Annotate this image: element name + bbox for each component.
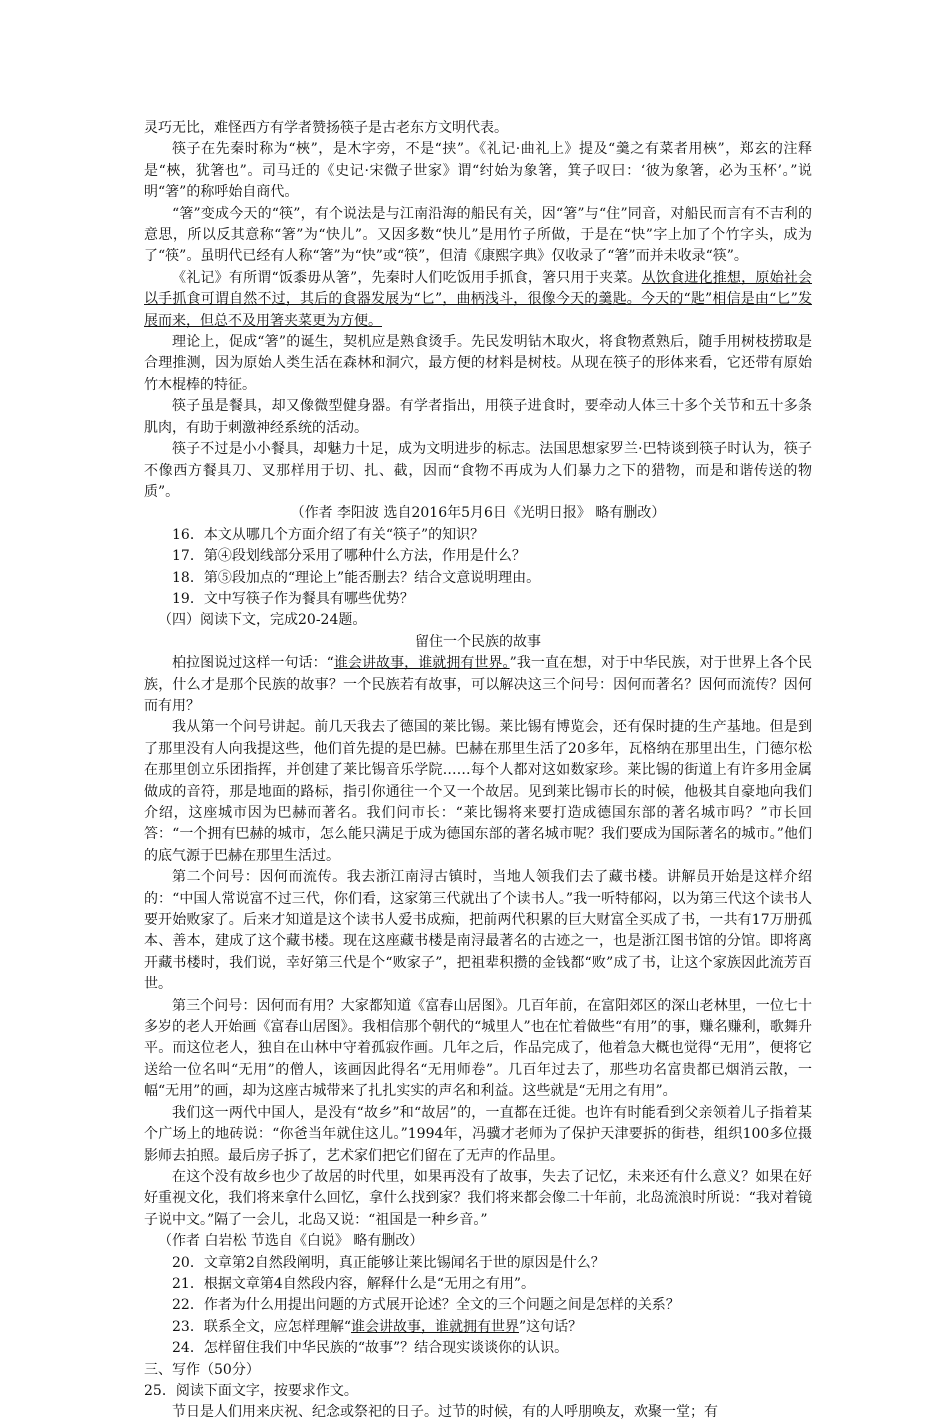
question-17: 17．第④段划线部分采用了哪种什么方法，作用是什么？ <box>172 548 526 565</box>
section-intro: （四）阅读下文，完成20-24题。 <box>158 612 367 629</box>
question-text: 23．联系全文，应怎样理解“ <box>172 1318 351 1335</box>
paragraph: “箸”变成今天的“筷”，有个说法是与江南沿海的船民有关，因“箸”与“住”同音，对船民而言有不吉利的意思，所以反其意称“箸”为“快儿”。又因多数“快儿”是用竹子所做，于是在“快”字上加了个竹字头，成为了“筷”。虽明代已经有人称“箸”为“快”或“筷”，但清《康熙字典》仅收录了“箸”而并未收录“筷”。 <box>144 205 812 265</box>
paragraph: 第二个问号：因何而流传。我去浙江南浔古镇时，当地人领我们去了藏书楼。讲解员开始是这样介绍的：“中国人常说富不过三代，你们看，这家第三代就出了个读书人。”我一听特郁闷，以为第三代这个读书人要开始败家了。后来才知道是这个读书人爱书成痴，把前两代积累的巨大财富全买成了书，一共有17万册孤本、善本，建成了这个藏书楼。现在这座藏书楼是南浔最著名的古迹之一，也是浙江图书馆的分馆。即将离开藏书楼时，我们说，幸好第三代是个“败家子”，把祖辈积攒的金钱都“败”成了书，让这个家族因此流芳百世。 <box>144 869 812 993</box>
paragraph: 第三个问号：因何而有用？大家都知道《富春山居图》。几百年前，在富阳郊区的深山老林里，一位七十多岁的老人开始画《富春山居图》。我相信那个朝代的“城里人”也在忙着做些“有用”的事，赚名赚利，歌舞升平。而这位老人，独自在山林中守着孤寂作画。几年之后，作品完成了，他着急大概也觉得“无用”，便将它送给一位名叫“无用”的僧人，该画因此得名“无用师卷”。几百年过去了，那些功名富贵都已烟消云散，一幅“无用”的画，却为这座古城带来了扎扎实实的声名和利益。这些就是“无用之有用”。 <box>144 997 812 1100</box>
question-23 <box>144 1317 812 1338</box>
question-19: 19．文中写筷子作为餐具有哪些优势？ <box>172 590 414 607</box>
underlined-quote: 谁会讲故事，谁就拥有世界。 <box>333 655 510 672</box>
paragraph: 筷子虽是餐具，却又像微型健身器。有学者指出，用筷子进食时，要牵动人体三十多个关节和五十多条肌肉，有助于刺激神经系统的活动。 <box>144 398 812 436</box>
document-page <box>144 118 812 1424</box>
source-citation: （作者 李阳波 选自2016年5月6日《光明日报》 略有删改） <box>290 505 666 522</box>
paragraph: 在这个没有故乡也少了故居的时代里，如果再没有了故事，失去了记忆，未来还有什么意义？如果在好好重视文化，我们将来拿什么回忆，拿什么找到家？我们将来都会像二十年前，北岛流浪时所说：“我对着镜子说中文。”隔了一会儿，北岛又说：“祖国是一种乡音。” <box>144 1168 812 1228</box>
paragraph: 灵巧无比，难怪西方有学者赞扬筷子是古老东方文明代表。 <box>144 120 508 136</box>
underlined-quote: 谁会讲故事，谁就拥有世界 <box>350 1318 519 1335</box>
question-18: 18．第⑤段加点的“理论上”能否删去？结合文意说明理由。 <box>172 569 541 586</box>
question-20: 20．文章第2自然段阐明，真正能够让莱比锡闻名于世的原因是什么？ <box>172 1254 605 1271</box>
paragraph <box>144 653 812 717</box>
paragraph: 我们这一两代中国人，是没有“故乡”和“故居”的，一直都在迁徙。也许有时能看到父亲领着儿子指着某个广场上的地砖说：“你爸当年就住这儿。”1994年，冯骥才老师为了保护天津要拆的街巷，组织100多位摄影师去拍照。最后房子拆了，艺术家们把它们留在了无声的作品里。 <box>144 1104 812 1164</box>
question-24: 24．怎样留住我们中华民族的“故事”？结合现实谈谈你的认识。 <box>172 1340 569 1357</box>
article-title: 留住一个民族的故事 <box>415 633 541 650</box>
question-text: ”这句话？ <box>518 1318 583 1335</box>
question-21: 21．根据文章第4自然段内容，解释什么是“无用之有用”。 <box>172 1275 536 1292</box>
source-citation: （作者 白岩松 节选自《白说》 略有删改） <box>158 1233 424 1250</box>
question-25: 25．阅读下面文字，按要求作文。 <box>144 1382 358 1399</box>
paragraph: 筷子不过是小小餐具，却魅力十足，成为文明进步的标志。法国思想家罗兰·巴特谈到筷子时认为，筷子不像西方餐具刀、叉那样用于切、扎、截，因而“食物不再成为人们暴力之下的猎物，而是和谐传送的物质”。 <box>144 441 812 500</box>
section-header: 三、写作（50分） <box>144 1361 260 1378</box>
paragraph-text: 柏拉图说过这样一句话：“ <box>172 655 334 672</box>
paragraph-text: 《礼记》有所谓“饭黍毋从箸”，先秦时人们吃饭用手抓食，箸只用于夹菜。 <box>172 269 642 286</box>
paragraph: 理论上，促成“箸”的诞生，契机应是熟食烫手。先民发明钻木取火，将食物煮熟后，随手用树枝捞取是合理推测，因为原始人类生活在森林和洞穴，最方便的材料是树枝。从现在筷子的形体来看，它还带有原始竹木棍棒的特征。 <box>144 334 812 393</box>
underlined-sentence: 从饮食进化推想，原始社会以手抓食可谓自然不过，其后的食器发展为“匕”，曲柄浅斗，很像今天的羹匙。今天的“匙”相信是由“匕”发展而来，但总不及用箸夹菜更为方便。 <box>144 269 813 329</box>
question-22: 22．作者为什么用提出问题的方式展开论述？全文的三个问题之间是怎样的关系？ <box>172 1297 680 1314</box>
paragraph <box>144 268 812 332</box>
paragraph: 节日是人们用来庆祝、纪念或祭祀的日子。过节的时候，有的人呼朋唤友，欢聚一堂；有 <box>172 1404 718 1421</box>
paragraph: 我从第一个问号讲起。前几天我去了德国的莱比锡。莱比锡有博览会，还有保时捷的生产基地。但是到了那里没有人向我提这些，他们首先提的是巴赫。巴赫在那里生活了20多年，瓦格纳在那里出生，门德尔松在那里创立乐团指挥，并创建了莱比锡音乐学院……每个人都对这如数家珍。莱比锡的街道上有许多用金属做成的音符，那是地面的路标，指引你通往一个又一个故居。见到莱比锡市长的时候，他极其自豪地向我们介绍，这座城市因为巴赫而著名。我们问市长：“莱比锡将来要打造成德国东部的著名城市吗？”市长回答：“一个拥有巴赫的城市，怎么能只满足于成为德国东部的著名城市呢？我们要成为国际著名的城市。”他们的底气源于巴赫在那里生活过。 <box>144 719 812 864</box>
paragraph: 筷子在先秦时称为“梜”，是木字旁，不是“挟”。《礼记·曲礼上》提及“羹之有菜者用梜”，郑玄的注释是“梜，犹箸也”。司马迁的《史记·宋微子世家》谓“纣始为象箸，箕子叹曰：‘彼为象箸，必为玉杯’。”说明“箸”的称呼始自商代。 <box>144 141 812 201</box>
question-16: 16．本文从哪几个方面介绍了有关“筷子”的知识？ <box>172 526 485 543</box>
paragraph-text: ”我一直在想，对于中华民族，对于世界上各个民族，什么才是那个民族的故事？一个民族若有故事，可以解决这三个问号：因何而著名？因何而流传？因何而有用？ <box>144 655 812 714</box>
